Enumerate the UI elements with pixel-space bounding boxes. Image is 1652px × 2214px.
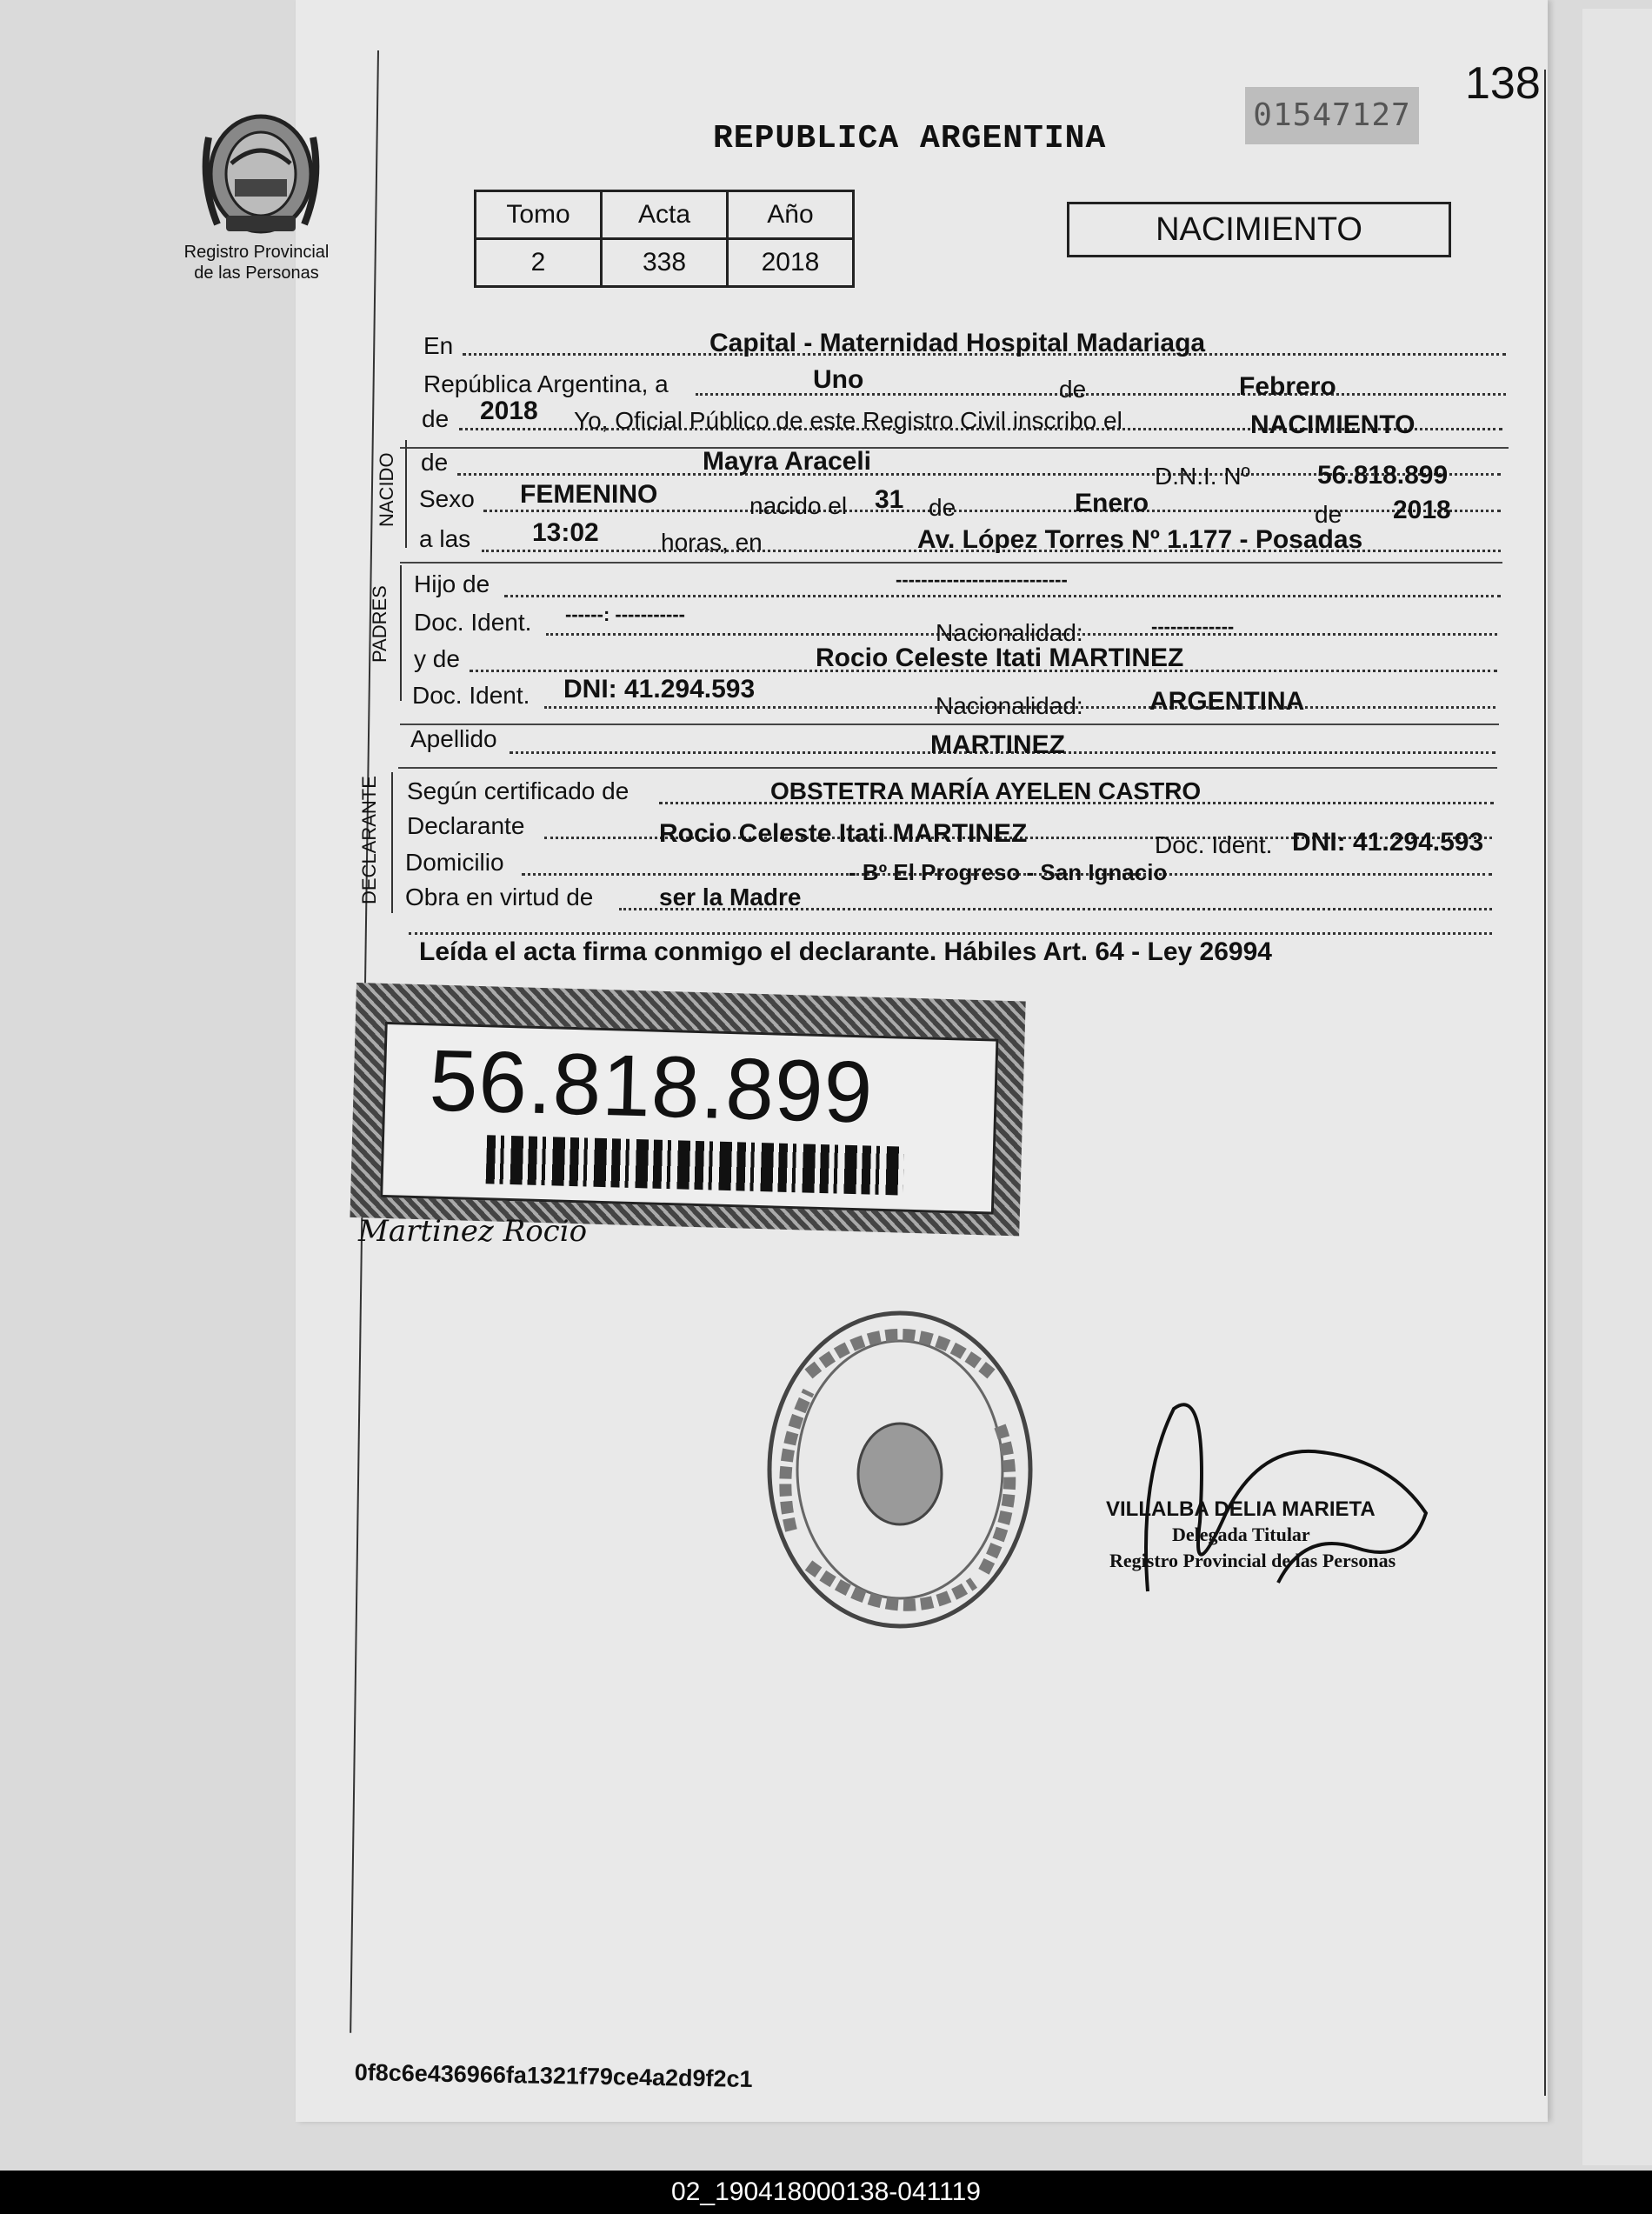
certificado-value: OBSTETRA MARÍA AYELEN CASTRO [770, 777, 1202, 804]
sexo-label: Sexo [419, 485, 475, 512]
signatory-name: VILLALBA DELIA MARIETA [1106, 1497, 1376, 1521]
logo-caption-line-1: Registro Provincial [183, 243, 330, 262]
dni-label: D.N.I. Nº [1155, 463, 1250, 490]
closing-statement: Leída el acta firma conmigo el declarante. Hábiles Art. 64 - Ley 26994 [419, 937, 1272, 966]
ref-header-acta: Acta [602, 191, 728, 239]
mother-doc-value: DNI: 41.294.593 [563, 675, 756, 704]
misiones-coat-of-arms-logo [191, 103, 330, 242]
section-divider [400, 724, 1499, 725]
official-stamp [756, 1304, 1043, 1635]
domicilio-value: - Bº El Progreso - San Ignacio [849, 859, 1168, 885]
father-nat-label: Nacionalidad: [936, 619, 1083, 646]
nacido-bracket [405, 440, 407, 548]
de2-label: de [422, 405, 450, 432]
de-label: de [1059, 376, 1087, 403]
obra-value: ser la Madre [659, 884, 802, 910]
dni-band-inner [380, 1022, 998, 1215]
certificado-label: Según certificado de [407, 777, 629, 804]
birth-month-value: Enero [1075, 489, 1149, 517]
apellido-label: Apellido [410, 725, 497, 752]
father-doc-label: Doc. Ident. [414, 609, 532, 636]
record-kind-box: NACIMIENTO [1067, 202, 1451, 257]
signatory-organization: Registro Provincial de las Personas [1109, 1550, 1396, 1571]
document-title: REPUBLICA ARGENTINA [713, 120, 1107, 157]
nacido-de-label: de [421, 449, 449, 476]
declarante-label: Declarante [407, 812, 525, 839]
father-doc-value: ------: ----------- [565, 604, 685, 625]
ref-value-ano: 2018 [728, 239, 854, 287]
republica-label: República Argentina, a [423, 370, 669, 397]
horas-label: horas, en [661, 529, 763, 556]
father-value: --------------------------- [896, 569, 1068, 590]
mother-nat-value: ARGENTINA [1149, 687, 1305, 716]
time-value: 13:02 [532, 518, 599, 547]
birth-year-value: 2018 [1393, 496, 1451, 524]
birth-day-value: 31 [875, 485, 904, 514]
padres-section-label: PADRES [369, 585, 390, 663]
dni-number-band [350, 983, 1025, 1236]
declarante-section-label: DECLARANTE [358, 776, 380, 904]
year-value: 2018 [480, 397, 538, 425]
page-number: 138 [1465, 58, 1541, 109]
obra-label: Obra en virtud de [405, 884, 594, 910]
declarante-bracket [391, 772, 393, 913]
ref-header-tomo: Tomo [476, 191, 602, 239]
ref-value-acta: 338 [602, 239, 728, 287]
nacido-section-label: NACIDO [376, 452, 397, 527]
dni-band-number: 56.818.899 [428, 1031, 875, 1142]
month-value: Febrero [1239, 372, 1336, 401]
section-divider [400, 562, 1502, 564]
y-de-label: y de [414, 645, 460, 672]
padres-bracket [400, 565, 402, 701]
hijo-de-label: Hijo de [414, 570, 490, 597]
place-value: Capital - Maternidad Hospital Madariaga [709, 329, 1206, 357]
day-value: Uno [813, 365, 864, 394]
declarante-doc-value: DNI: 41.294.593 [1292, 828, 1484, 857]
birth-place-value: Av. López Torres Nº 1.177 - Posadas [917, 525, 1363, 554]
section-divider [400, 447, 1509, 449]
adjacent-page-edge [1582, 9, 1652, 2165]
document-hash: 0f8c6e436966fa1321f79ce4a2d9f2c1 [354, 2059, 753, 2092]
mother-doc-label: Doc. Ident. [412, 682, 530, 709]
mother-value: Rocio Celeste Itati MARTINEZ [816, 644, 1184, 672]
dotted-line [483, 510, 1501, 512]
declarante-doc-label: Doc. Ident. [1155, 831, 1273, 858]
barcode [486, 1135, 904, 1195]
handwritten-signature-name: Martinez Rocio [358, 1214, 588, 1249]
serial-number: 01547127 [1245, 87, 1419, 144]
inscribo-text: Yo, Oficial Público de este Registro Civil inscribo el [574, 407, 1122, 434]
dotted-line [504, 595, 1501, 597]
en-label: En [423, 332, 454, 359]
record-type-value: NACIMIENTO [1250, 410, 1416, 439]
child-name-value: Mayra Araceli [703, 447, 872, 476]
sexo-value: FEMENINO [520, 480, 658, 509]
file-name-footer: 02_190418000138-041119 [0, 2171, 1652, 2214]
reference-table [474, 190, 855, 288]
mother-nat-label: Nacionalidad: [936, 692, 1083, 719]
ref-value-tomo: 2 [476, 239, 602, 287]
section-divider [398, 767, 1497, 769]
signatory-role: Delegada Titular [1172, 1524, 1310, 1545]
nacido-de3-label: de [1315, 501, 1342, 528]
nacido-el-label: nacido el [749, 492, 848, 519]
declarante-value: Rocio Celeste Itati MARTINEZ [659, 819, 1028, 848]
ref-header-ano: Año [728, 191, 854, 239]
dotted-line [409, 932, 1492, 935]
logo-caption [165, 242, 348, 283]
logo-caption-line-2: de las Personas [194, 263, 319, 283]
right-margin-rule [1544, 70, 1546, 2096]
child-dni-value: 56.818.899 [1317, 461, 1449, 490]
father-nat-value: ------------- [1151, 616, 1235, 637]
apellido-value: MARTINEZ [930, 730, 1065, 759]
alas-label: a las [419, 525, 471, 552]
domicilio-label: Domicilio [405, 849, 504, 876]
nacido-de2-label: de [929, 494, 956, 521]
